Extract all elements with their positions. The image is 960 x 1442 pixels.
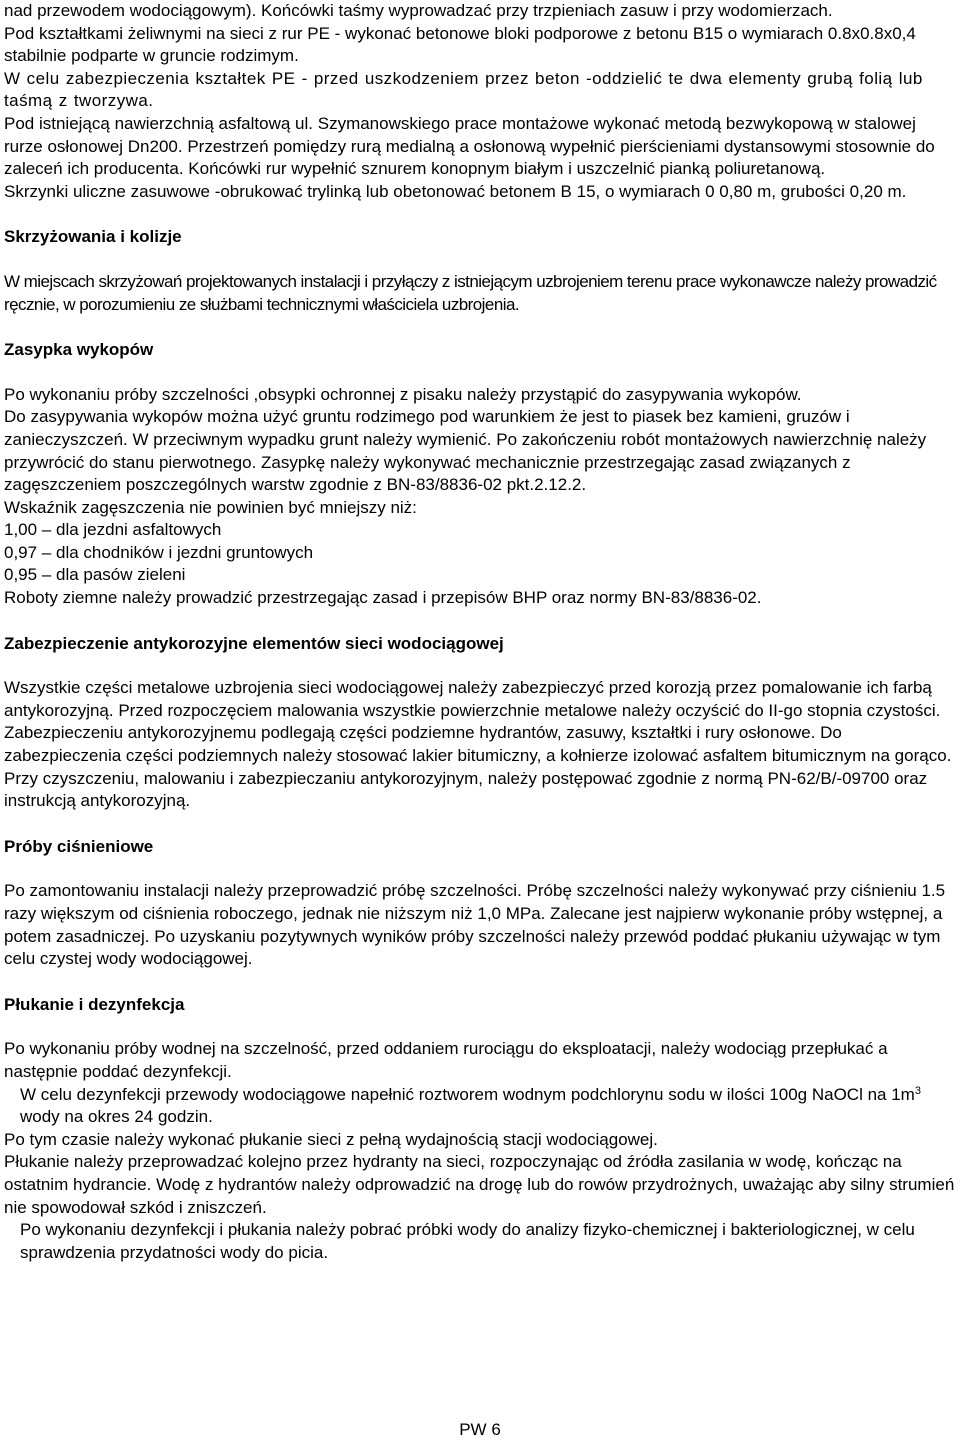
intro-paragraph-2: Pod kształtkami żeliwnymi na sieci z rur PE - wykonać betonowe bloki podporowe z betonu B15 o wymiarach 0.8x0.8x0,4 stabilnie podparte w gruncie rodzimym. xyxy=(4,23,916,66)
pressure-tests-paragraph: Po zamontowaniu instalacji należy przeprowadzić próbę szczelności. Próbę szczelności należy wykonywać przy ciśnieniu 1.5 razy większym od ciśnienia roboczego, jednak nie niższym niż 1,0 MPa. Zalecane jest najpierw wykonanie próby wstępnej, a potem zasadniczej. Po uzyskaniu pozytywnych wyników próby szczelności należy przewód poddać płukaniu używając w tym celu czystej wody wodociągowej. xyxy=(4,881,946,969)
document-body xyxy=(4,0,956,1264)
page-number: PW 6 xyxy=(459,1420,501,1439)
superscript-cubic: 3 xyxy=(914,1084,921,1097)
corrosion-paragraph: Wszystkie części metalowe uzbrojenia sieci wodociągowej należy zabezpieczyć przed korozją przez pomalowanie ich farbą antykorozyjną. Przed rozpoczęciem malowania wszystkie powierzchnie metalowe należy oczyścić do II-go stopnia czystości. Zabezpieczeniu antykorozyjnemu podlegają części podziemne hydrantów, zasuwy, kształtki i rury osłonowe. Do zabezpieczenia części podziemnych należy stosować lakier bitumiczny, a kołnierze izolować asfaltem bitumicznym na gorąco. Przy czyszczeniu, malowaniu i zabezpieczaniu antykorozyjnym, należy postępować zgodnie z normą PN-62/B/-09700 oraz instrukcją antykorozyjną. xyxy=(4,678,952,811)
heading-corrosion-protection: Zabezpieczenie antykorozyjne elementów sieci wodociągowej xyxy=(4,633,504,653)
intro-paragraph-3: W celu zabezpieczenia kształtek PE - przed uszkodzeniem przez beton -oddzielić te dwa elementy grubą folią lub taśmą z tworzywa. xyxy=(4,68,923,111)
backfill-paragraph-1: Po wykonaniu próby szczelności ,obsypki ochronnej z pisaku należy przystąpić do zasypywania wykopów. xyxy=(4,384,802,404)
flushing-paragraph-1: Po wykonaniu próby wodnej na szczelność, przed oddaniem rurociągu do eksploatacji, należy wodociąg przepłukać a następnie poddać dezynfekcji. xyxy=(4,1039,888,1081)
flushing-paragraph-2-tail: wody na okres 24 godzin. xyxy=(20,1107,213,1127)
flushing-paragraph-3: Po tym czasie należy wykonać płukanie sieci z pełną wydajnością stacji wodociągowej. xyxy=(4,1129,658,1149)
crossings-paragraph: W miejscach skrzyżowań projektowanych instalacji i przyłączy z istniejącym uzbrojeniem terenu prace wykonawcze należy prowadzić ręcznie, w porozumieniu ze służbami technicznymi właściciela uzbrojenia. xyxy=(4,271,937,314)
intro-paragraph-5: Skrzynki uliczne zasuwowe -obrukować trylinką lub obetonować betonem B 15, o wymiarach 0 0,80 m, grubości 0,20 m. xyxy=(4,181,907,201)
heading-flushing-disinfection: Płukanie i dezynfekcja xyxy=(4,994,185,1014)
backfill-paragraph-2: Do zasypywania wykopów można użyć gruntu rodzimego pod warunkiem że jest to piasek bez kamieni, gruzów i zanieczyszczeń. W przeciwnym wypadku grunt należy wymienić. Po zakończeniu robót montażowych nawierzchnię należy przywrócić do stanu pierwotnego. Zasypkę należy wykonywać mechanicznie przestrzegając zasad związanych z zagęszczeniem poszczególnych warstw zgodnie z BN-83/8836-02 pkt.2.12.2. xyxy=(4,407,927,495)
heading-backfill: Zasypka wykopów xyxy=(4,340,154,360)
intro-paragraph-4-c: Końcówki rur wypełnić sznurem konopnym białym i uszczelnić pianką poliuretanową. xyxy=(188,159,826,179)
compaction-item: 0,95 – dla pasów zieleni xyxy=(4,565,186,585)
intro-paragraph-4-a: Pod istniejącą nawierzchnią asfaltową ul. Szymanowskiego prace montażowe wykonać metodą bezwykopową w stalowej rurze osłonowej Dn200. xyxy=(4,113,916,156)
flushing-paragraph-5: Po wykonaniu dezynfekcji i płukania należy pobrać próbki wody do analizy fizyko-chemicznej i bakteriologicznej, w celu sprawdzenia przydatności wody do picia. xyxy=(20,1220,915,1262)
flushing-paragraph-2-text: W celu dezynfekcji przewody wodociągowe napełnić roztworem wodnym podchlorynu sodu w ilości 100g NaOCl na 1m xyxy=(20,1084,915,1104)
heading-pressure-tests: Próby ciśnieniowe xyxy=(4,836,154,856)
backfill-paragraph-4: Roboty ziemne należy prowadzić przestrzegając zasad i przepisów BHP oraz normy BN-83/8836-02. xyxy=(4,588,762,608)
flushing-paragraph-4: Płukanie należy przeprowadzać kolejno przez hydranty na sieci, rozpoczynając od źródła zasilania w wodę, kończąc na ostatnim hydrancie. Wodę z hydrantów należy odprowadzić na drogę lub do rowów przydrożnych, uważając aby silny strumień nie spowodował szkód i zniszczeń. xyxy=(4,1152,955,1217)
intro-paragraph-4-b: Przestrzeń pomiędzy rurą medialną a osłonową wypełnić pierścieniami dystansowymi stosownie do zaleceń ich producenta. xyxy=(4,136,935,179)
intro-paragraph-1: nad przewodem wodociągowym). Końcówki taśmy wyprowadzać przy trzpieniach zasuw i przy wodomierzach. xyxy=(4,1,833,20)
heading-crossings: Skrzyżowania i kolizje xyxy=(4,227,182,247)
intro-paragraph-4 xyxy=(4,113,956,181)
compaction-item: 0,97 – dla chodników i jezdni gruntowych xyxy=(4,542,314,562)
backfill-paragraph-3: Wskaźnik zagęszczenia nie powinien być mniejszy niż: xyxy=(4,497,417,517)
flushing-paragraph-2 xyxy=(4,1084,956,1129)
compaction-item: 1,00 – dla jezdni asfaltowych xyxy=(4,520,222,540)
